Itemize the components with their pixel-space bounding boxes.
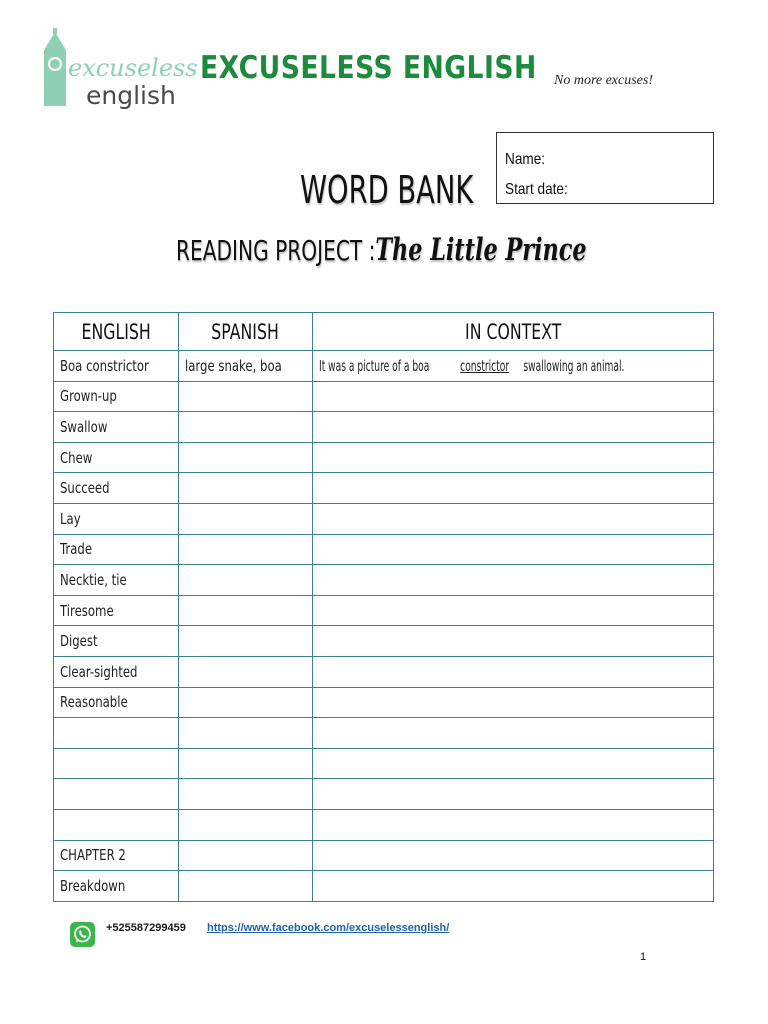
spanish-cell	[179, 840, 313, 871]
context-cell	[313, 412, 714, 443]
brand-title: EXCUSELESS ENGLISH	[200, 50, 537, 86]
table-row	[54, 779, 714, 810]
english-cell: Reasonable	[54, 687, 179, 718]
table-row	[54, 809, 714, 840]
spanish-cell	[179, 871, 313, 902]
spanish-cell	[179, 779, 313, 810]
english-cell: Chew	[54, 442, 179, 473]
student-info-box	[496, 132, 714, 204]
english-cell: Clear-sighted	[54, 656, 179, 687]
english-cell: Grown-up	[54, 381, 179, 412]
english-cell: Boa constrictor	[54, 351, 179, 382]
english-cell: Lay	[54, 503, 179, 534]
table-row	[54, 687, 714, 718]
page-title: WORD BANK	[300, 168, 474, 212]
spanish-cell	[179, 534, 313, 565]
context-cell	[313, 840, 714, 871]
spanish-cell	[179, 412, 313, 443]
page-subtitle	[176, 232, 587, 268]
spanish-cell	[179, 748, 313, 779]
spanish-cell	[179, 687, 313, 718]
table-row	[54, 718, 714, 749]
context-cell	[313, 626, 714, 657]
table-row	[54, 503, 714, 534]
english-cell: Trade	[54, 534, 179, 565]
book-title: The Little Prince	[375, 232, 587, 268]
table-row	[54, 748, 714, 779]
word-bank-table	[53, 312, 714, 902]
table-row	[54, 412, 714, 443]
underlined-word: constrictor	[460, 356, 510, 375]
spanish-cell	[179, 595, 313, 626]
phone-number: +525587299459	[106, 922, 186, 934]
tagline: No more excuses!	[554, 73, 654, 88]
table-row	[54, 351, 714, 382]
context-cell	[313, 656, 714, 687]
english-cell: Succeed	[54, 473, 179, 504]
table-row	[54, 534, 714, 565]
table-row	[54, 840, 714, 871]
spanish-cell	[179, 656, 313, 687]
english-cell: Swallow	[54, 412, 179, 443]
table-row	[54, 871, 714, 902]
context-cell	[313, 442, 714, 473]
spanish-cell	[179, 809, 313, 840]
english-cell	[54, 779, 179, 810]
table-row	[54, 473, 714, 504]
header-english: ENGLISH	[54, 313, 179, 351]
context-cell	[313, 534, 714, 565]
spanish-cell	[179, 442, 313, 473]
context-cell	[313, 779, 714, 810]
context-cell	[313, 473, 714, 504]
context-cell	[313, 809, 714, 840]
header-in-context: IN CONTEXT	[313, 313, 714, 351]
table-row	[54, 595, 714, 626]
spanish-cell	[179, 473, 313, 504]
context-cell	[313, 595, 714, 626]
table-row	[54, 656, 714, 687]
spanish-cell: large snake, boa	[179, 351, 313, 382]
logo-text-1: excuseless	[68, 54, 198, 82]
spanish-cell	[179, 718, 313, 749]
spanish-cell	[179, 565, 313, 596]
table-header-row	[54, 313, 714, 351]
context-cell	[313, 748, 714, 779]
english-cell	[54, 748, 179, 779]
name-label: Name:	[505, 151, 546, 168]
english-cell: Necktie, tie	[54, 565, 179, 596]
spanish-cell	[179, 503, 313, 534]
logo-text-2: english	[86, 81, 176, 110]
table-row	[54, 442, 714, 473]
english-cell: Digest	[54, 626, 179, 657]
page-number: 1	[640, 951, 647, 963]
start-date-label: Start date:	[505, 181, 568, 198]
context-cell	[313, 565, 714, 596]
context-cell	[313, 381, 714, 412]
english-cell: Tiresome	[54, 595, 179, 626]
context-cell	[313, 687, 714, 718]
english-cell	[54, 809, 179, 840]
context-cell	[313, 718, 714, 749]
excuseless-english-logo	[36, 28, 198, 128]
header-spanish: SPANISH	[179, 313, 313, 351]
english-cell: CHAPTER 2	[54, 840, 179, 871]
context-cell	[313, 503, 714, 534]
facebook-link[interactable]: https://www.facebook.com/excuselessenglish/	[207, 922, 450, 934]
context-cell	[313, 871, 714, 902]
spanish-cell	[179, 626, 313, 657]
whatsapp-icon	[70, 922, 95, 947]
context-cell: It was a picture of a boaconstrictorswallowing an animal.	[313, 351, 714, 382]
table-row	[54, 565, 714, 596]
table-row	[54, 381, 714, 412]
english-cell: Breakdown	[54, 871, 179, 902]
table-row	[54, 626, 714, 657]
subtitle-prefix: READING PROJECT :	[176, 234, 376, 267]
english-cell	[54, 718, 179, 749]
spanish-cell	[179, 381, 313, 412]
